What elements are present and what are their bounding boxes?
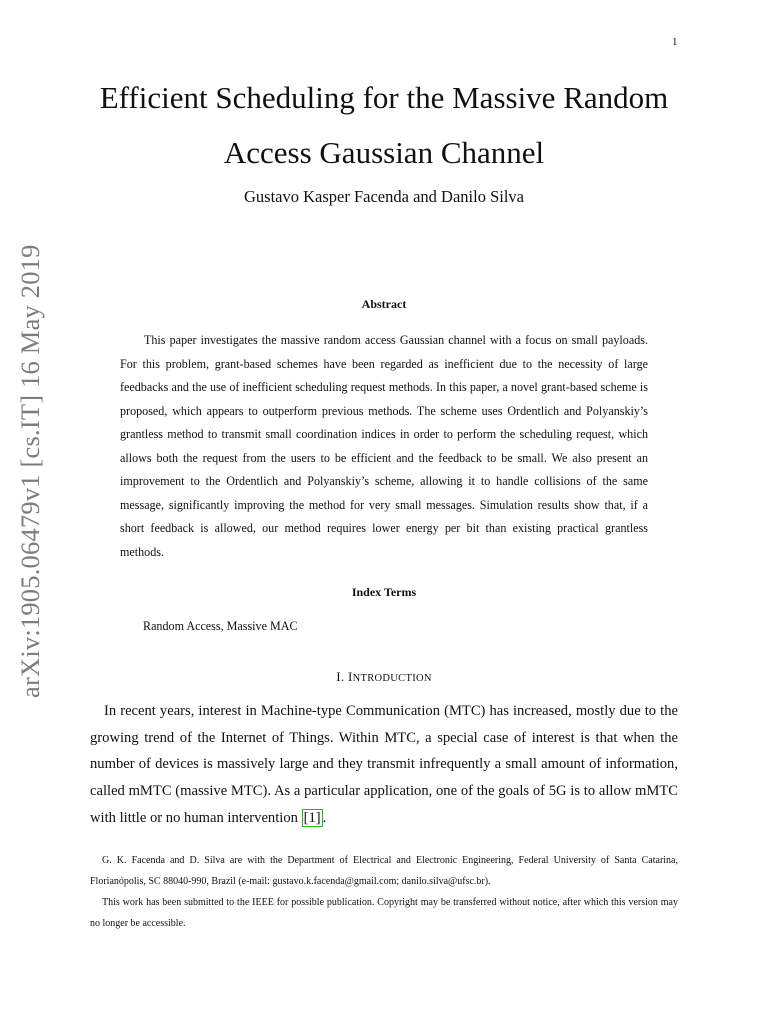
- introduction-text-end: .: [322, 809, 327, 826]
- introduction-text: In recent years, interest in Machine-type Communication (MTC) has increased, mostly due to the growing trend of the Internet of Things. Within MTC, a special case of interest is that when the number of devices is massively large and they transmit infrequently a small amount of information, called mMTC (massive MTC). As a particular application, one of the goals of 5G is to allow mMTC with little or no human intervention: [90, 703, 678, 826]
- section-number: I.: [336, 669, 345, 684]
- page-number: 1: [672, 36, 678, 48]
- abstract-heading: Abstract: [361, 297, 407, 311]
- introduction-paragraph: [90, 698, 678, 832]
- section-title-smallcaps: NTRODUCTION: [352, 673, 432, 684]
- index-terms-heading: Index Terms: [351, 585, 417, 599]
- footnote-affiliation: G. K. Facenda and D. Silva are with the Department of Electrical and Electronic Engineering, Federal University of Santa Catarina, Florianópolis, SC 88040-990, Brazil (e-mail: gustavo.k.facenda@gmail.com; danilo.silva@ufsc.br).: [90, 855, 678, 887]
- citation-link[interactable]: [1]: [303, 809, 321, 826]
- index-terms-text: Random Access, Massive MAC: [143, 619, 298, 633]
- introduction-heading: [60, 669, 708, 685]
- paper-authors: Gustavo Kasper Facenda and Danilo Silva: [244, 187, 524, 206]
- abstract-text: This paper investigates the massive random access Gaussian channel with a focus on small payloads. For this problem, grant-based schemes have been regarded as inefficient due to the necessity of large feedbacks and the use of inefficient scheduling request methods. In this paper, a novel grant-based scheme is proposed, which appears to outperform previous methods. The scheme uses Ordentlich and Polyanskiy’s grantless method to transmit small coordination indices in order to perform the scheduling request, which allows both the request from the users to be efficient and the feedback to be small. We also present an improvement to the Ordentlich and Polyanskiy’s scheme, allowing it to handle collisions of the same message, significantly improving the method for very small messages. Simulation results show that, if a short feedback is allowed, our method requires lower energy per bit than existing practical grantless methods.: [120, 333, 648, 559]
- arxiv-stamp[interactable]: arXiv:1905.06479v1 [cs.IT] 16 May 2019: [15, 244, 45, 698]
- footnote-copyright: This work has been submitted to the IEEE for possible publication. Copyright may be transferred without notice, after which this version may no longer be accessible.: [90, 897, 678, 929]
- section-initial: I: [347, 669, 353, 684]
- paper-title: Efficient Scheduling for the Massive Random Access Gaussian Channel: [99, 80, 669, 170]
